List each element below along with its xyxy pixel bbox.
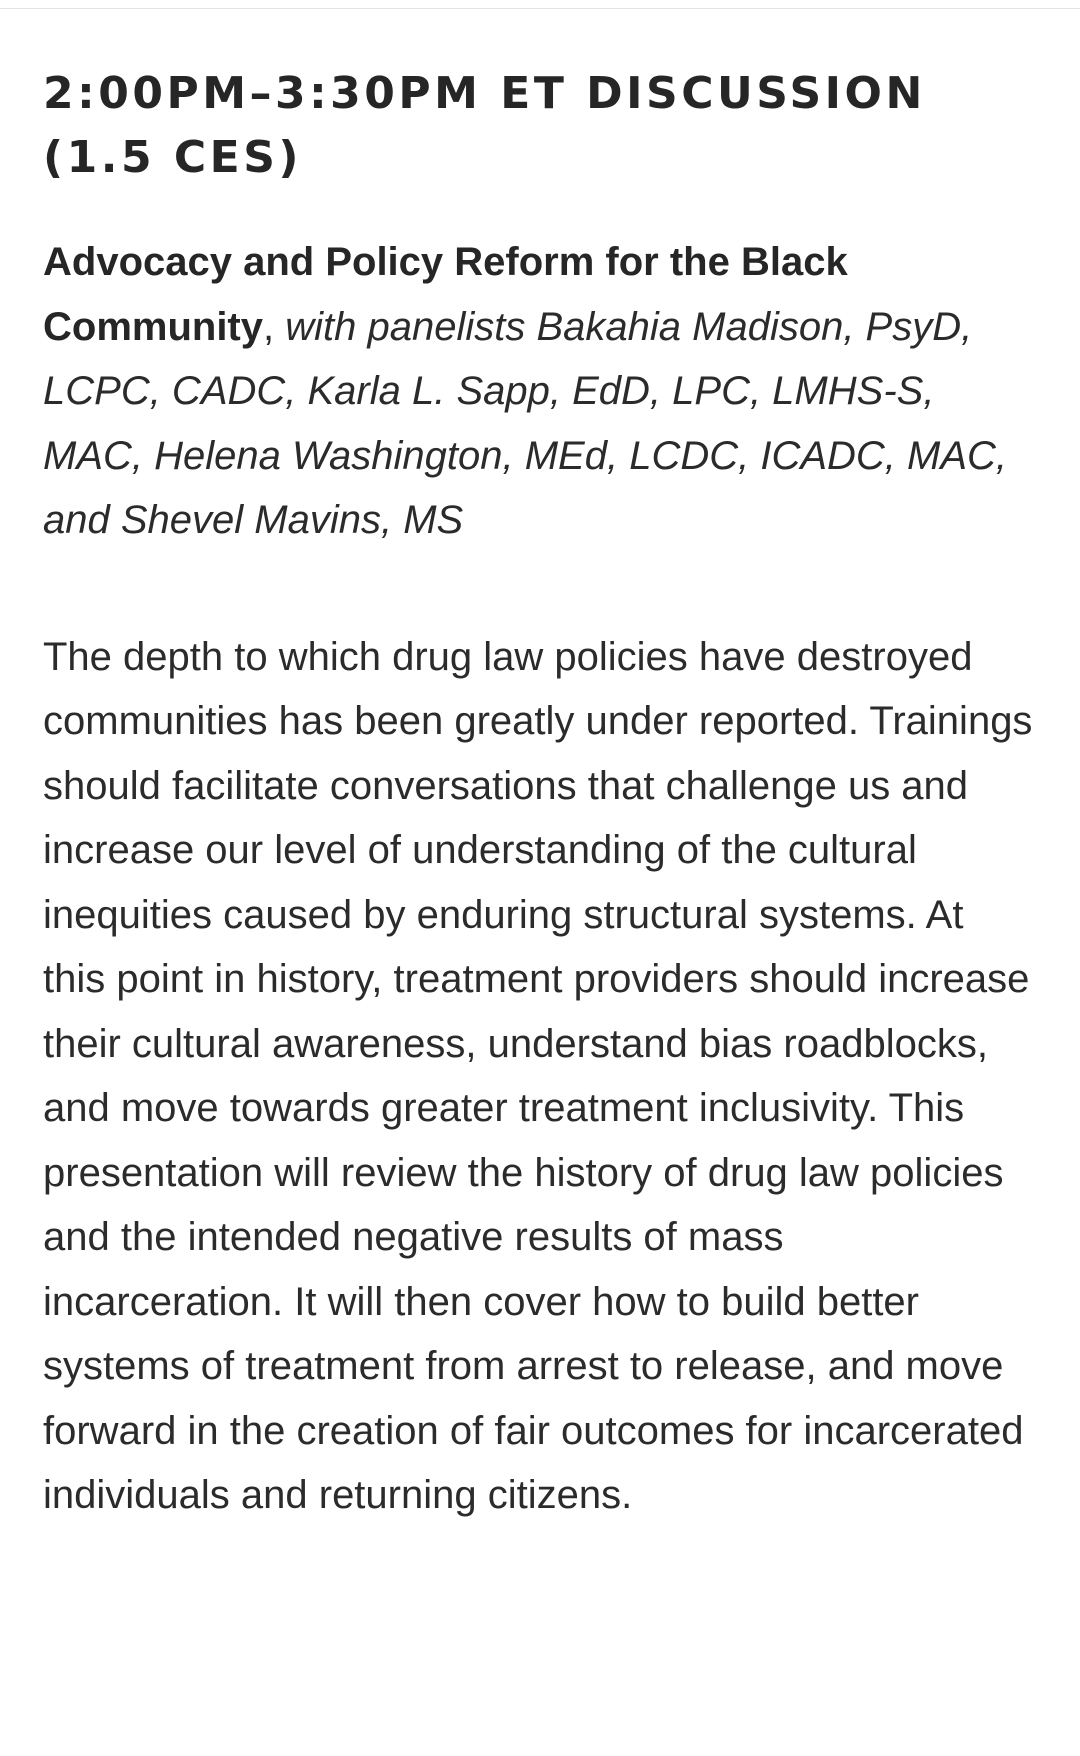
session-description: The depth to which drug law policies have destroyed communities has been greatly under reported. Trainings should facilitate conversations that challenge us and increase our level of understanding of the cultural inequities caused by enduring structural systems. At this point in history, treatment providers should increase their cultural awareness, understand bias roadblocks, and move towards greater treatment inclusivity. This presentation will review the history of drug law policies and the intended negative results of mass incarceration. It will then cover how to build better systems of treatment from arrest to release, and move forward in the creation of fair outcomes for incarcerated individuals and returning citizens.	[43, 634, 1033, 1517]
title-separator: ,	[263, 304, 286, 349]
top-divider	[0, 0, 1080, 9]
session-intro	[43, 230, 1033, 553]
session-card	[43, 62, 1033, 1528]
session-panelists: with panelists Bakahia Madison, PsyD, LCPC, CADC, Karla L. Sapp, EdD, LPC, LMHS-S, MAC, Helena Washington, MEd, LCDC, ICADC, MAC, and Shevel Mavins, MS	[43, 304, 1008, 542]
session-time-heading: 2:00PM–3:30PM ET DISCUSSION (1.5 CES)	[43, 68, 926, 183]
session-title: Advocacy and Policy Reform for the Black Community	[43, 240, 848, 349]
